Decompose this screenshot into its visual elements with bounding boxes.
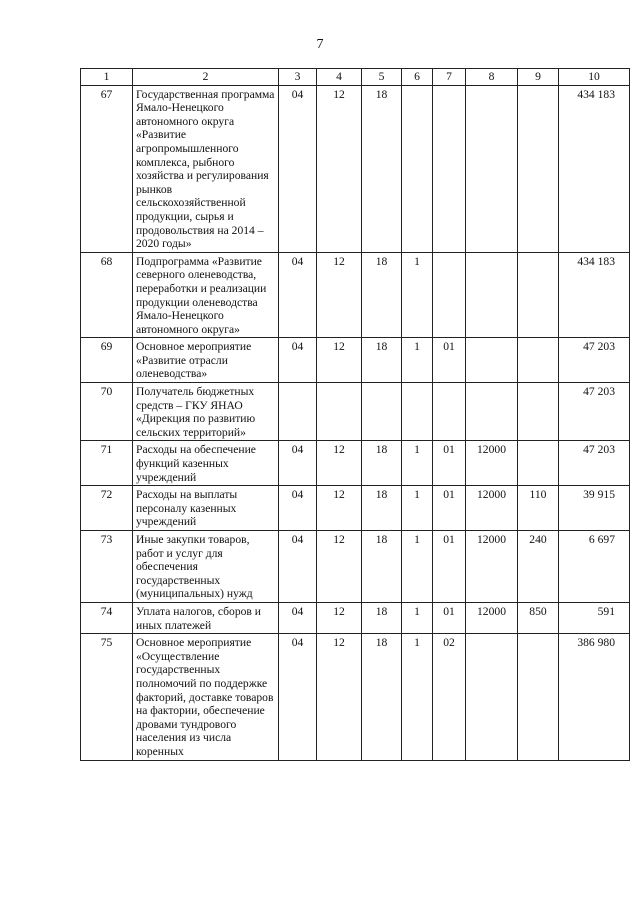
page-number: 7: [316, 37, 324, 52]
code-col5: 18: [362, 338, 402, 383]
row-number: 73: [81, 531, 133, 603]
amount: 386 980: [559, 634, 630, 760]
code-col3: 04: [279, 85, 317, 252]
col-header: 3: [279, 69, 317, 86]
table-row: [81, 383, 630, 441]
code-col8: 12000: [466, 602, 518, 633]
code-col4: 12: [317, 252, 362, 338]
col-header: 4: [317, 69, 362, 86]
table-row: [81, 531, 630, 603]
col-header: 2: [133, 69, 279, 86]
code-col6: 1: [402, 338, 433, 383]
code-col7: 01: [433, 441, 466, 486]
code-col7: 01: [433, 602, 466, 633]
code-col9: 110: [518, 486, 559, 531]
code-col4: [317, 383, 362, 441]
code-col7: 02: [433, 634, 466, 760]
amount: 47 203: [559, 441, 630, 486]
code-col9: [518, 85, 559, 252]
code-col7: [433, 85, 466, 252]
table-row: [81, 85, 630, 252]
code-col8: [466, 85, 518, 252]
item-name: Иные закупки товаров, работ и услуг для обеспечения государственных (муниципальных) нужд: [133, 531, 279, 603]
code-col8: [466, 634, 518, 760]
code-col3: [279, 383, 317, 441]
code-col4: 12: [317, 634, 362, 760]
amount: 591: [559, 602, 630, 633]
code-col7: 01: [433, 486, 466, 531]
code-col3: 04: [279, 441, 317, 486]
code-col5: 18: [362, 531, 402, 603]
code-col4: 12: [317, 338, 362, 383]
code-col5: 18: [362, 602, 402, 633]
code-col4: 12: [317, 441, 362, 486]
col-header: 6: [402, 69, 433, 86]
item-name: Государственная программа Ямало-Ненецкого автономного округа «Развитие агропромышленного комплекса, рыбного хозяйства и регулирования рынков сельскохозяйственной продукции, сырья и продовольствия на 2014 – 2020 годы»: [133, 85, 279, 252]
amount: 6 697: [559, 531, 630, 603]
code-col9: 240: [518, 531, 559, 603]
code-col3: 04: [279, 602, 317, 633]
code-col6: 1: [402, 531, 433, 603]
code-col6: [402, 85, 433, 252]
table-row: [81, 252, 630, 338]
col-header: 8: [466, 69, 518, 86]
code-col5: 18: [362, 441, 402, 486]
table-row: [81, 338, 630, 383]
code-col5: 18: [362, 252, 402, 338]
col-header: 10: [559, 69, 630, 86]
table-row: [81, 634, 630, 760]
col-header: 9: [518, 69, 559, 86]
code-col3: 04: [279, 338, 317, 383]
item-name: Подпрограмма «Развитие северного оленеводства, переработки и реализации продукции оленеводства Ямало-Ненецкого автономного округа»: [133, 252, 279, 338]
code-col6: [402, 383, 433, 441]
code-col8: 12000: [466, 486, 518, 531]
amount: 47 203: [559, 383, 630, 441]
table-row: [81, 441, 630, 486]
code-col7: 01: [433, 531, 466, 603]
table-row: [81, 602, 630, 633]
item-name: Уплата налогов, сборов и иных платежей: [133, 602, 279, 633]
code-col6: 1: [402, 602, 433, 633]
row-number: 68: [81, 252, 133, 338]
code-col8: 12000: [466, 441, 518, 486]
code-col4: 12: [317, 85, 362, 252]
header-row: [81, 69, 630, 86]
code-col9: 850: [518, 602, 559, 633]
code-col8: [466, 252, 518, 338]
item-name: Расходы на обеспечение функций казенных учреждений: [133, 441, 279, 486]
code-col5: 18: [362, 85, 402, 252]
row-number: 75: [81, 634, 133, 760]
col-header: 7: [433, 69, 466, 86]
row-number: 72: [81, 486, 133, 531]
item-name: Основное мероприятие «Развитие отрасли оленеводства»: [133, 338, 279, 383]
code-col4: 12: [317, 602, 362, 633]
code-col5: [362, 383, 402, 441]
code-col5: 18: [362, 634, 402, 760]
item-name: Получатель бюджетных средств – ГКУ ЯНАО «Дирекция по развитию сельских территорий»: [133, 383, 279, 441]
row-number: 69: [81, 338, 133, 383]
col-header: 5: [362, 69, 402, 86]
row-number: 74: [81, 602, 133, 633]
code-col9: [518, 383, 559, 441]
code-col3: 04: [279, 486, 317, 531]
code-col3: 04: [279, 252, 317, 338]
item-name: Основное мероприятие «Осуществление государственных полномочий по поддержке факторий, доставке товаров на фактории, обеспечение дровами тундрового населения из числа коренных: [133, 634, 279, 760]
col-header: 1: [81, 69, 133, 86]
code-col7: [433, 252, 466, 338]
row-number: 70: [81, 383, 133, 441]
table-row: [81, 486, 630, 531]
code-col8: [466, 338, 518, 383]
amount: 47 203: [559, 338, 630, 383]
code-col8: [466, 383, 518, 441]
code-col4: 12: [317, 486, 362, 531]
code-col8: 12000: [466, 531, 518, 603]
amount: 434 183: [559, 85, 630, 252]
code-col6: 1: [402, 486, 433, 531]
amount: 39 915: [559, 486, 630, 531]
code-col9: [518, 252, 559, 338]
row-number: 67: [81, 85, 133, 252]
code-col6: 1: [402, 252, 433, 338]
code-col5: 18: [362, 486, 402, 531]
code-col6: 1: [402, 634, 433, 760]
code-col4: 12: [317, 531, 362, 603]
code-col3: 04: [279, 531, 317, 603]
code-col7: [433, 383, 466, 441]
code-col9: [518, 441, 559, 486]
code-col6: 1: [402, 441, 433, 486]
code-col9: [518, 634, 559, 760]
code-col9: [518, 338, 559, 383]
budget-table: [80, 68, 630, 761]
row-number: 71: [81, 441, 133, 486]
item-name: Расходы на выплаты персоналу казенных учреждений: [133, 486, 279, 531]
code-col7: 01: [433, 338, 466, 383]
code-col3: 04: [279, 634, 317, 760]
amount: 434 183: [559, 252, 630, 338]
